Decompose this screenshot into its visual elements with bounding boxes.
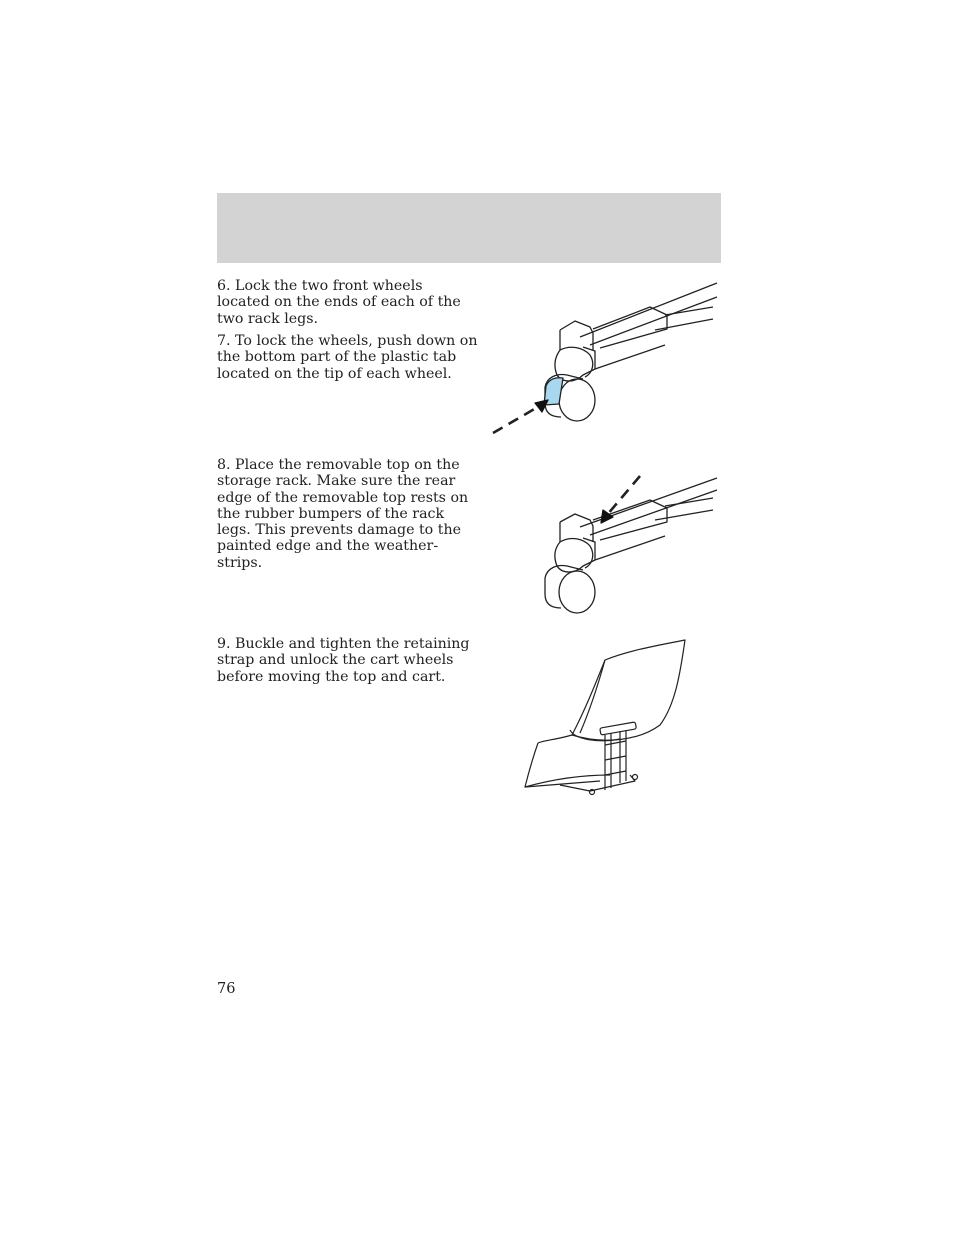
wheel: [545, 566, 595, 614]
section-header-band: [217, 193, 721, 263]
step-7-text: 7. To lock the wheels, push down on the bottom part of the plastic tab located on the tip of each wheel.: [217, 333, 478, 382]
page-number: 76: [217, 981, 236, 997]
rack-rails: [580, 283, 717, 345]
step-9-text: 9. Buckle and tighten the retaining strap and unlock the cart wheels before moving the top and cart.: [217, 636, 470, 685]
pointer-arrow: [601, 476, 640, 523]
pointer-arrow: [493, 400, 548, 433]
rack-leg-bumper-illustration: [485, 470, 725, 620]
step-8-text: 8. Place the removable top on the storage rack. Make sure the rear edge of the removable top rests on the rubber bumpers of the rack legs. This prevents damage to the painted edge and the weather-strips.: [217, 457, 469, 571]
top-on-cart-illustration: [520, 635, 690, 800]
rack-leg-end: [555, 307, 667, 381]
step-6-text: 6. Lock the two front wheels located on the ends of each of the two rack legs.: [217, 278, 461, 327]
rack-leg-wheel-lock-illustration: [485, 275, 725, 440]
